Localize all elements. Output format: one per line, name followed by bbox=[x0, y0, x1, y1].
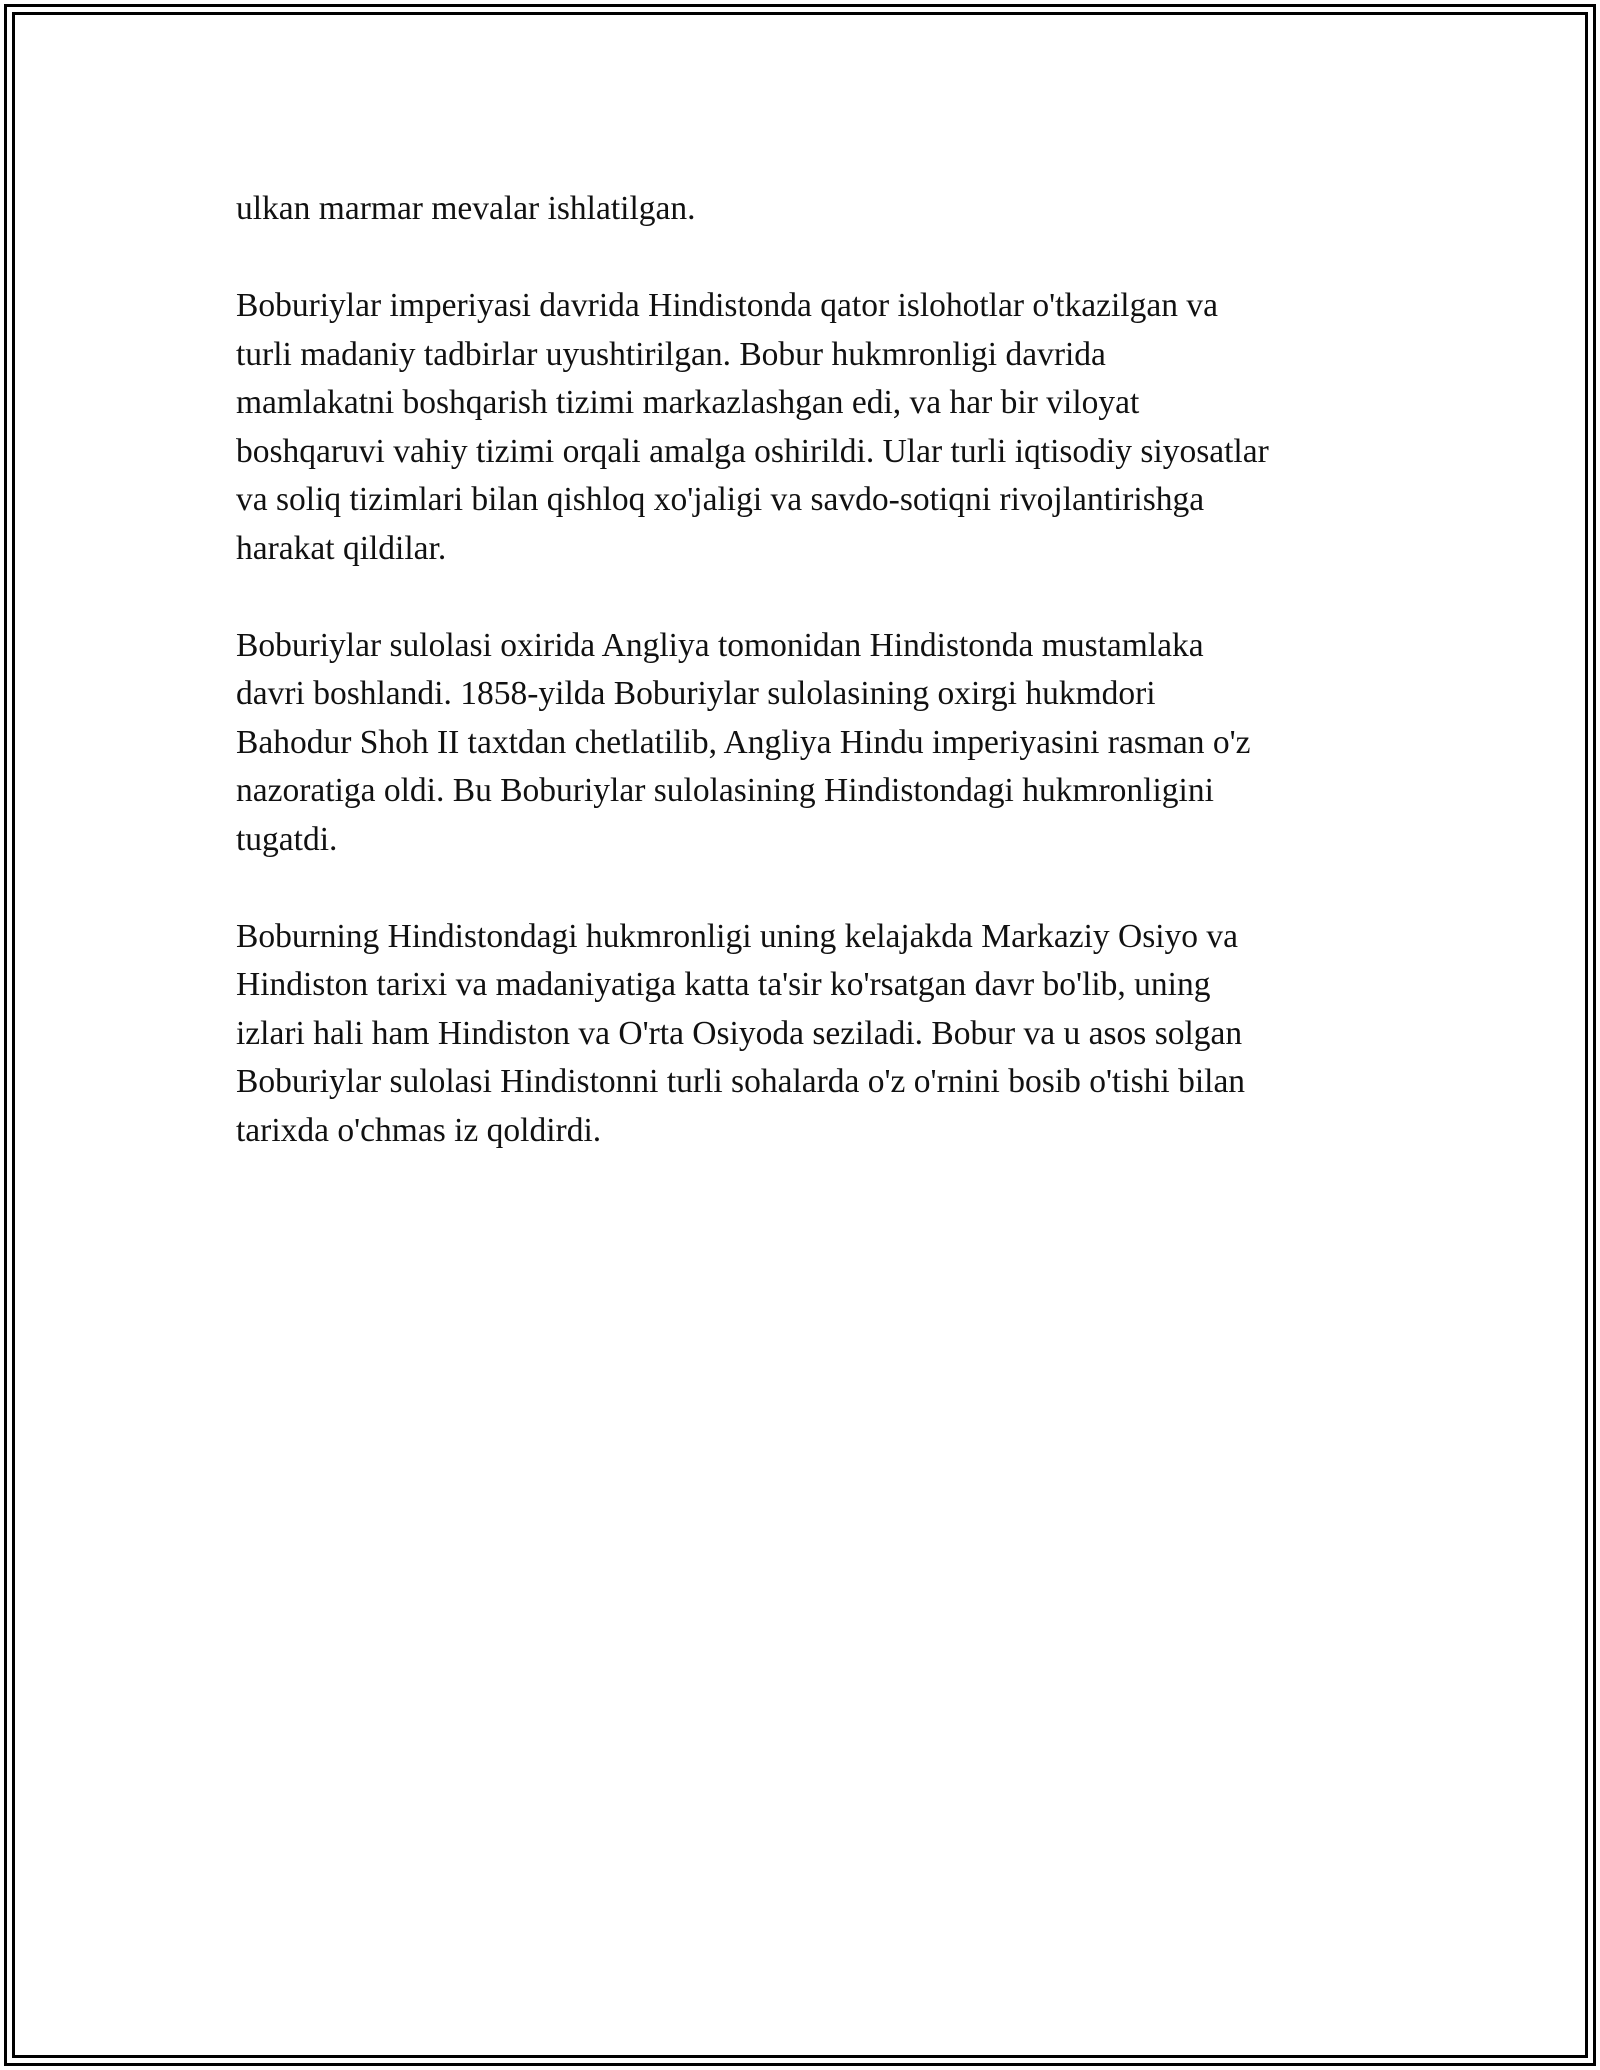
paragraph-legacy: Boburning Hindistondagi hukmronligi uning kelajakda Markaziy Osiyo va Hindiston tarixi va madaniyatiga katta ta'sir ko'rsatgan davr bo'lib, uning izlari hali ham Hindiston va O'rta Osiyoda seziladi. Bobur va u asos solgan Boburiylar sulolasi Hindistonni turli sohalarda o'z o'rnini bosib o'tishi bilan tarixda o'chmas iz qoldirdi. bbox=[236, 917, 1246, 1149]
paragraph-colonial-period: Boburiylar sulolasi oxirida Angliya tomonidan Hindistonda mustamlaka davri boshlandi. 1858-yilda Boburiylar sulolasining oxirgi hukmdori Bahodur Shoh II taxtdan chetlatilib, Angliya Hindu imperiyasini rasman o'z nazoratiga oldi. Bu Boburiylar sulolasining Hindistondagi hukmronligini tugatdi. bbox=[236, 626, 1251, 858]
paragraph-continuation: ulkan marmar mevalar ishlatilgan. bbox=[236, 190, 696, 227]
document-body bbox=[236, 185, 1381, 1204]
paragraph-reforms: Boburiylar imperiyasi davrida Hindistonda qator islohotlar o'tkazilgan va turli madaniy tadbirlar uyushtirilgan. Bobur hukmronligi davrida mamlakatni boshqarish tizimi markazlashgan edi, va har bir viloyat boshqaruvi vahiy tizimi orqali amalga oshirildi. Ular turli iqtisodiy siyosatlar va soliq tizimlari bilan qishloq xo'jaligi va savdo-sotiqni rivojlantirishga harakat qildilar. bbox=[236, 287, 1269, 567]
